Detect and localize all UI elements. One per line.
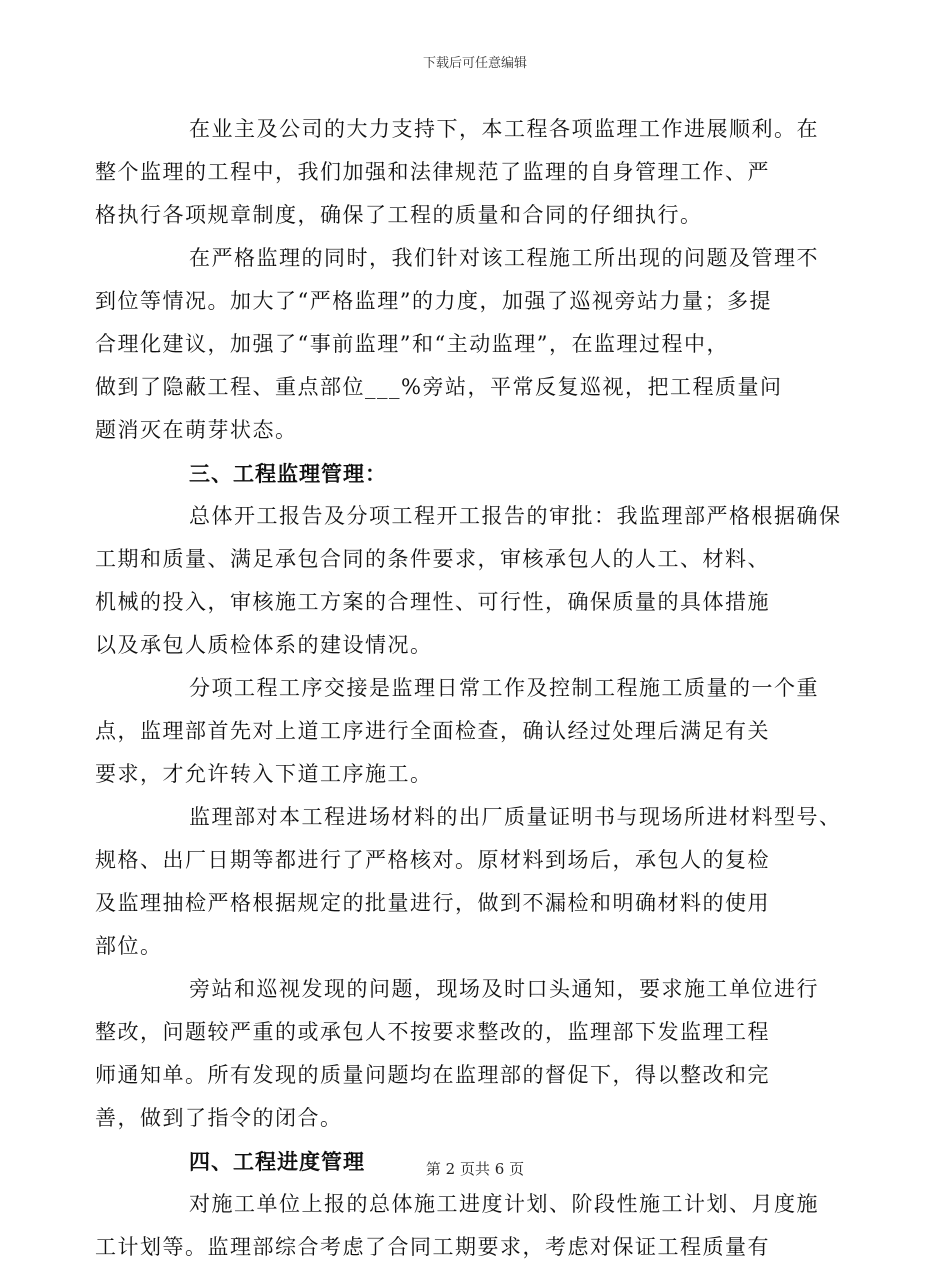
paragraph-line: 师通知单。所有发现的质量问题均在监理部的督促下，得以整改和完 bbox=[95, 1063, 770, 1087]
paragraph-line: 工期和质量、满足承包合同的条件要求，审核承包人的人工、材料、 bbox=[95, 547, 770, 571]
paragraph-line: 整个监理的工程中，我们加强和法律规范了监理的自身管理工作、严 bbox=[95, 160, 770, 184]
document-body bbox=[95, 108, 842, 1269]
paragraph-line: 分项工程工序交接是监理日常工作及控制工程施工质量的一个重 bbox=[189, 676, 819, 700]
paragraph-line: 做到了隐蔽工程、重点部位___%旁站，平常反复巡视，把工程质量问 bbox=[95, 375, 783, 399]
paragraph-line: 善，做到了指令的闭合。 bbox=[95, 1106, 343, 1130]
paragraph bbox=[95, 108, 819, 237]
page-footer: 第 2 页共 6 页 bbox=[425, 1160, 525, 1178]
paragraph-line: 机械的投入，审核施工方案的合理性、可行性，确保质量的具体措施 bbox=[95, 590, 770, 614]
paragraph-line: 整改，问题较严重的或承包人不按要求整改的，监理部下发监理工程 bbox=[95, 1020, 770, 1044]
paragraph-line: 要求，才允许转入下道工序施工。 bbox=[95, 762, 433, 786]
paragraph bbox=[95, 968, 819, 1140]
paragraph-line: 及监理抽检严格根据规定的批量进行，做到不漏检和明确材料的使用 bbox=[95, 891, 770, 915]
paragraph-line: 部位。 bbox=[95, 934, 163, 958]
section-heading: 三、工程监理管理： bbox=[189, 461, 387, 486]
paragraph-line: 到位等情况。加大了“严格监理”的力度，加强了巡视旁站力量；多提 bbox=[95, 289, 772, 313]
section-heading: 四、工程进度管理 bbox=[189, 1149, 365, 1174]
paragraph-line: 在业主及公司的大力支持下，本工程各项监理工作进展顺利。在 bbox=[189, 117, 819, 141]
paragraph-line: 旁站和巡视发现的问题，现场及时口头通知，要求施工单位进行 bbox=[189, 977, 819, 1001]
paragraph-line: 格执行各项规章制度，确保了工程的质量和合同的仔细执行。 bbox=[95, 203, 703, 227]
paragraph bbox=[95, 237, 819, 452]
paragraph-line: 以及承包人质检体系的建设情况。 bbox=[95, 633, 433, 657]
paragraph bbox=[95, 1183, 819, 1269]
paragraph-line: 对施工单位上报的总体施工进度计划、阶段性施工计划、月度施 bbox=[189, 1192, 819, 1216]
paragraph-line: 题消灭在萌芽状态。 bbox=[95, 418, 298, 442]
paragraph-line: 总体开工报告及分项工程开工报告的审批：我监理部严格根据确保 bbox=[189, 504, 842, 528]
paragraph-line: 规格、出厂日期等都进行了严格核对。原材料到场后，承包人的复检 bbox=[95, 848, 770, 872]
paragraph-line: 点，监理部首先对上道工序进行全面检查，确认经过处理后满足有关 bbox=[95, 719, 770, 743]
paragraph-line: 监理部对本工程进场材料的出厂质量证明书与现场所进材料型号、 bbox=[189, 805, 842, 829]
paragraph-line: 合理化建议，加强了“事前监理”和“主动监理”，在监理过程中， bbox=[95, 332, 729, 356]
paragraph-line: 在严格监理的同时，我们针对该工程施工所出现的问题及管理不 bbox=[189, 246, 819, 270]
paragraph bbox=[95, 495, 842, 667]
paragraph bbox=[95, 667, 819, 796]
paragraph-line: 工计划等。监理部综合考虑了合同工期要求，考虑对保证工程质量有 bbox=[95, 1235, 770, 1259]
page-header: 下载后可任意编辑 bbox=[422, 56, 527, 71]
paragraph bbox=[95, 796, 842, 968]
